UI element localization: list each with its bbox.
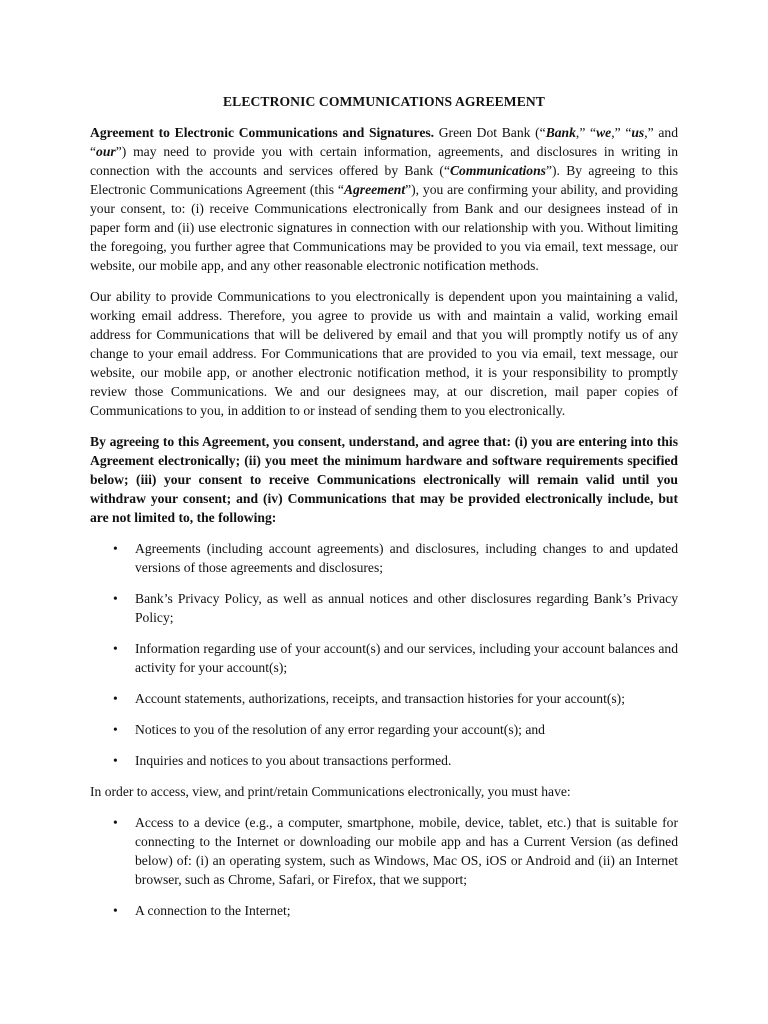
list-item [90, 639, 678, 677]
list-item-text: Information regarding use of your account(s) and our services, including your account balances and activity for your account(s); [135, 641, 678, 675]
list-item-text: Access to a device (e.g., a computer, smartphone, mobile, device, tablet, etc.) that is suitable for connecting to the Internet or downloading our mobile app and has a Current Version (as defined below) of: (i) an operating system, such as Windows, Mac OS, iOS or Android and (ii) an Internet browser, such as Chrome, Safari, or Firefox, that we support; [135, 815, 678, 887]
defined-term-agreement: Agreement [343, 182, 406, 197]
paragraph-consent-terms: By agreeing to this Agreement, you consent, understand, and agree that: (i) you are entering into this Agreement electronically; (ii) you meet the minimum hardware and software requirements specified below; (iii) your consent to receive Communications electronically will remain valid until you withdraw your consent; and (iv) Communications that may be provided electronically include, but are not limited to, the following: [90, 434, 678, 525]
list-item-text: A connection to the Internet; [135, 903, 291, 918]
list-item [90, 589, 678, 627]
list-item-text: Agreements (including account agreements) and disclosures, including changes to and updated versions of those agreements and disclosures; [135, 541, 678, 575]
requirements-list [90, 813, 678, 920]
bullet-icon: • [113, 753, 118, 768]
bullet-icon: • [113, 541, 118, 556]
text-run: ,” “ [575, 125, 597, 140]
text-run: ,” “ [611, 125, 632, 140]
list-item-text: Notices to you of the resolution of any error regarding your account(s); and [135, 722, 545, 737]
paragraph-email-requirement: Our ability to provide Communications to you electronically is dependent upon you maintaining a valid, working email address. Therefore, you agree to provide us with and maintain a valid, working email address for Communications that will be delivered by email and that you will promptly notify us of any change to your email address. For Communications that are provided to you via email, text message, our website, our mobile app, or another electronic notification method, it is your responsibility to promptly review those Communications. We and our designees may, at our discretion, mail paper copies of Communications to you, in addition to or instead of sending them to you electronically. [90, 289, 678, 418]
list-item [90, 751, 678, 770]
list-item [90, 813, 678, 889]
list-item-text: Account statements, authorizations, receipts, and transaction histories for your account(s); [135, 691, 625, 706]
text-run: ”) may need to provide you with certain information, agreements, and disclosures in writing in connection with the accounts and services offered by Bank (“ [90, 144, 678, 178]
paragraph-access-requirements: In order to access, view, and print/retain Communications electronically, you must have: [90, 784, 571, 799]
bullet-icon: • [113, 815, 118, 830]
text-run: ”), you are confirming your ability, and providing your consent, to: (i) receive Communications electronically from Bank and our designees instead of in paper form and (ii) use electronic signatures in connection with our relationship with you. Without limiting the foregoing, you further agree that Communications may be provided to you via email, text message, our website, our mobile app, and any other reasonable electronic notification methods. [90, 182, 678, 273]
bullet-icon: • [113, 591, 118, 606]
list-item-text: Inquiries and notices to you about transactions performed. [135, 753, 452, 768]
text-run: ,” and “ [90, 125, 678, 159]
defined-term-bank: Bank [545, 125, 576, 140]
text-run: ”). By agreeing to this Electronic Communications Agreement (this “ [90, 163, 678, 197]
defined-term-we: we [596, 125, 612, 140]
bullet-icon: • [113, 691, 118, 706]
text-run: Green Dot Bank (“ [434, 125, 546, 140]
bullet-icon: • [113, 722, 118, 737]
list-item [90, 720, 678, 739]
paragraph-agreement-intro [90, 123, 678, 275]
defined-term-us: us [631, 125, 645, 140]
defined-term-communications: Communications [449, 163, 546, 178]
document-title: ELECTRONIC COMMUNICATIONS AGREEMENT [223, 94, 545, 109]
section-lead-heading: Agreement to Electronic Communications and Signatures. [90, 125, 435, 140]
defined-term-our: our [96, 144, 116, 159]
list-item [90, 539, 678, 577]
list-item [90, 689, 678, 708]
communications-list [90, 539, 678, 770]
list-item [90, 901, 678, 920]
bullet-icon: • [113, 641, 118, 656]
list-item-text: Bank’s Privacy Policy, as well as annual notices and other disclosures regarding Bank’s Privacy Policy; [135, 591, 678, 625]
bullet-icon: • [113, 903, 118, 918]
document-body [90, 92, 678, 932]
